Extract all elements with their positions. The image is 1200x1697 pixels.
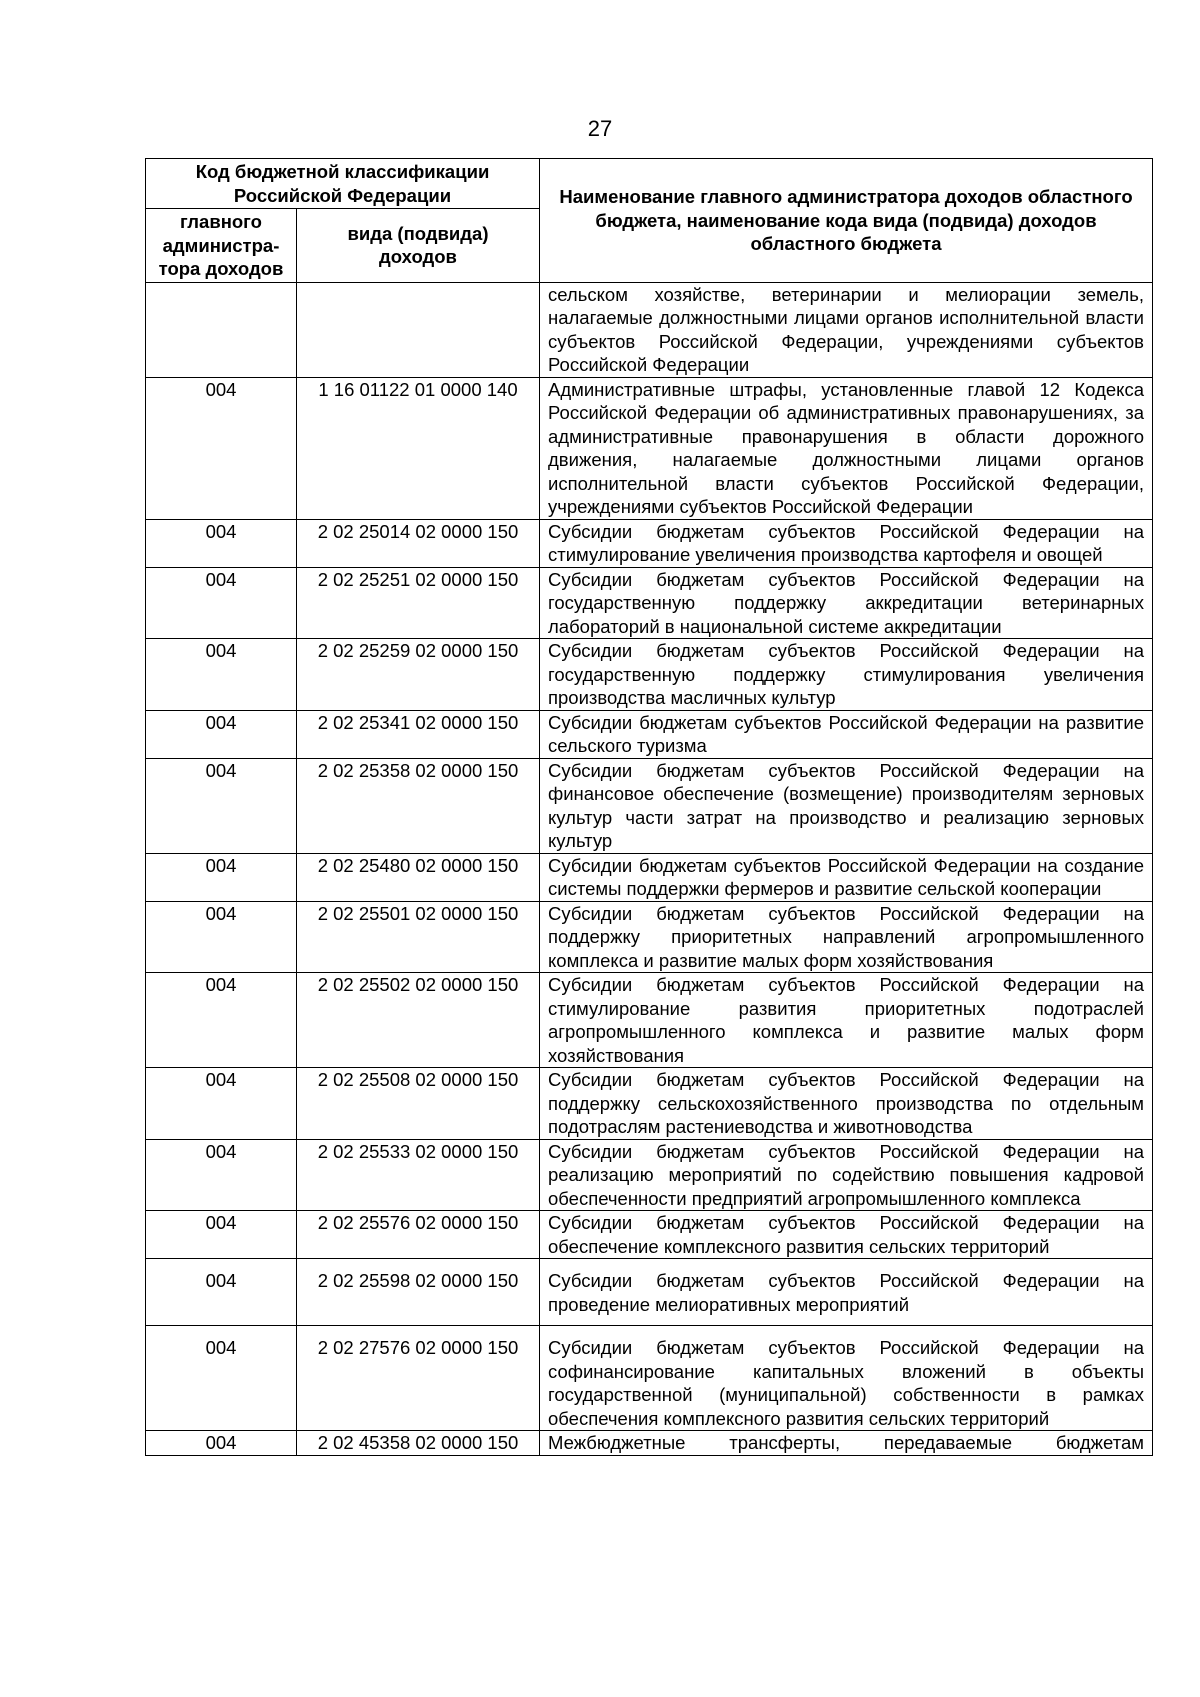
income-description-cell: Субсидии бюджетам субъектов Российской Федерации на государственную поддержку аккредитации ветеринарных лабораторий в национальной системе аккредитации (540, 567, 1153, 639)
income-description-cell: Субсидии бюджетам субъектов Российской Федерации на развитие сельского туризма (540, 710, 1153, 758)
income-description-cell: Межбюджетные трансферты, передаваемые бюджетам (540, 1431, 1153, 1456)
admin-code-cell: 004 (146, 377, 297, 519)
income-description-cell: Субсидии бюджетам субъектов Российской Федерации на софинансирование капитальных вложений в объекты государственной (муниципальной) собственности в рамках обеспечения комплексного развития сельских территорий (540, 1326, 1153, 1431)
admin-code-cell: 004 (146, 1259, 297, 1326)
table-row (146, 710, 1153, 758)
admin-code-cell: 004 (146, 639, 297, 711)
admin-code-cell: 004 (146, 973, 297, 1068)
admin-code-cell: 004 (146, 853, 297, 901)
income-description-cell: Субсидии бюджетам субъектов Российской Федерации на финансовое обеспечение (возмещение) производителям зерновых культур части затрат на производство и реализацию зерновых культур (540, 758, 1153, 853)
income-code-cell: 2 02 25259 02 0000 150 (297, 639, 540, 711)
admin-code-cell: 004 (146, 1068, 297, 1140)
admin-code-cell: 004 (146, 1211, 297, 1259)
table-row (146, 639, 1153, 711)
income-code-cell: 2 02 25576 02 0000 150 (297, 1211, 540, 1259)
table-row (146, 377, 1153, 519)
income-code-cell (297, 282, 540, 377)
income-code-cell: 2 02 45358 02 0000 150 (297, 1431, 540, 1456)
budget-classification-table (145, 158, 1153, 1456)
income-code-cell: 2 02 25014 02 0000 150 (297, 519, 540, 567)
income-code-cell: 2 02 25502 02 0000 150 (297, 973, 540, 1068)
income-description-cell: Административные штрафы, установленные главой 12 Кодекса Российской Федерации об административных правонарушениях, за административные правонарушения в области дорожного движения, налагаемые должностными лицами органов исполнительной власти субъектов Российской Федерации, учреждениями субъектов Российской Федерации (540, 377, 1153, 519)
admin-code-cell: 004 (146, 567, 297, 639)
income-description-cell: Субсидии бюджетам субъектов Российской Федерации на поддержку сельскохозяйственного производства по отдельным подотраслям растениеводства и животноводства (540, 1068, 1153, 1140)
admin-code-cell: 004 (146, 519, 297, 567)
income-code-cell: 2 02 25358 02 0000 150 (297, 758, 540, 853)
admin-code-cell: 004 (146, 1139, 297, 1211)
page-number: 27 (587, 116, 613, 141)
income-description-cell: Субсидии бюджетам субъектов Российской Федерации на проведение мелиоративных мероприятий (540, 1259, 1153, 1326)
table-row (146, 282, 1153, 377)
table-row (146, 1326, 1153, 1431)
table-row (146, 853, 1153, 901)
income-description-cell: Субсидии бюджетам субъектов Российской Федерации на стимулирование увеличения производства картофеля и овощей (540, 519, 1153, 567)
income-description-cell: Субсидии бюджетам субъектов Российской Федерации на обеспечение комплексного развития сельских территорий (540, 1211, 1153, 1259)
income-code-cell: 2 02 25533 02 0000 150 (297, 1139, 540, 1211)
income-code-cell: 2 02 27576 02 0000 150 (297, 1326, 540, 1431)
table-row (146, 519, 1153, 567)
table-row (146, 973, 1153, 1068)
table-row (146, 1139, 1153, 1211)
income-description-cell: сельском хозяйстве, ветеринарии и мелиорации земель, налагаемые должностными лицами органов исполнительной власти субъектов Российской Федерации, учреждениями субъектов Российской Федерации (540, 282, 1153, 377)
header-income-code: вида (подвида) доходов (297, 209, 540, 283)
income-code-cell: 2 02 25480 02 0000 150 (297, 853, 540, 901)
admin-code-cell: 004 (146, 1431, 297, 1456)
header-classification-code: Код бюджетной классификации Российской Федерации (146, 159, 540, 209)
income-code-cell: 2 02 25508 02 0000 150 (297, 1068, 540, 1140)
income-description-cell: Субсидии бюджетам субъектов Российской Федерации на поддержку приоритетных направлений агропромышленного комплекса и развитие малых форм хозяйствования (540, 901, 1153, 973)
table-header (146, 159, 1153, 283)
table-row (146, 1431, 1153, 1456)
income-code-cell: 2 02 25501 02 0000 150 (297, 901, 540, 973)
table-row (146, 567, 1153, 639)
header-administrator-name: Наименование главного администратора доходов областного бюджета, наименование кода вида (подвида) доходов областного бюджета (540, 159, 1153, 283)
income-description-cell: Субсидии бюджетам субъектов Российской Федерации на реализацию мероприятий по содействию повышения кадровой обеспеченности предприятий агропромышленного комплекса (540, 1139, 1153, 1211)
table-row (146, 758, 1153, 853)
admin-code-cell: 004 (146, 901, 297, 973)
table-row (146, 1259, 1153, 1326)
table-body (146, 282, 1153, 1455)
income-description-cell: Субсидии бюджетам субъектов Российской Федерации на создание системы поддержки фермеров и развитие сельской кооперации (540, 853, 1153, 901)
admin-code-cell: 004 (146, 710, 297, 758)
header-admin-code: главного администра-тора доходов (146, 209, 297, 283)
income-description-cell: Субсидии бюджетам субъектов Российской Федерации на государственную поддержку стимулирования увеличения производства масличных культур (540, 639, 1153, 711)
table-row (146, 1211, 1153, 1259)
admin-code-cell: 004 (146, 758, 297, 853)
income-code-cell: 1 16 01122 01 0000 140 (297, 377, 540, 519)
income-code-cell: 2 02 25341 02 0000 150 (297, 710, 540, 758)
income-description-cell: Субсидии бюджетам субъектов Российской Федерации на стимулирование развития приоритетных подотраслей агропромышленного комплекса и развитие малых форм хозяйствования (540, 973, 1153, 1068)
admin-code-cell: 004 (146, 1326, 297, 1431)
admin-code-cell (146, 282, 297, 377)
income-code-cell: 2 02 25598 02 0000 150 (297, 1259, 540, 1326)
income-code-cell: 2 02 25251 02 0000 150 (297, 567, 540, 639)
table-row (146, 1068, 1153, 1140)
table-row (146, 901, 1153, 973)
